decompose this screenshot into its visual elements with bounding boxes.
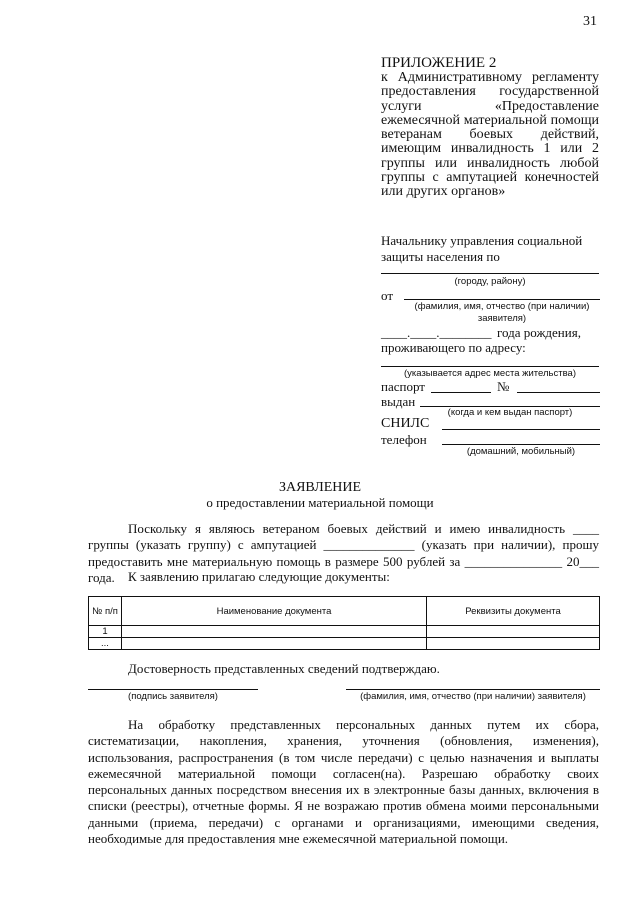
table-cell [122,638,427,650]
phone-caption: (домашний, мобильный) [466,446,576,457]
name-caption-2: заявителя) [477,313,527,324]
statement-subtitle: о предоставлении материальной помощи [206,495,434,510]
name-line [404,299,600,300]
snils-line [442,429,600,430]
table-cell [427,626,600,638]
signature-line [88,689,258,690]
table-cell: ... [89,638,122,650]
city-line [381,273,599,274]
address-line [381,366,599,367]
passport-number-label: № [497,379,510,394]
snils-label: СНИЛС [381,416,430,431]
issued-caption: (когда и кем выдан паспорт) [447,407,573,418]
table-cell [427,638,600,650]
table-cell: 1 [89,626,122,638]
signature-caption: (подпись заявителя) [128,691,218,702]
city-caption: (городу, району) [454,276,526,287]
attachments-intro: К заявлению прилагаю следующие документы: [128,569,390,584]
table-row [89,638,600,650]
addressee-line1: Начальнику управления социальной [381,233,583,248]
name-caption: (фамилия, имя, отчество (при наличии) [414,301,590,312]
from-label: от [381,288,394,303]
birth-label: года рождения, [497,325,581,340]
consent-paragraph: На обработку представленных персональных данных путем их сбора, систематизации, накопления, хранения, уточнения (обновления, изменения), использования, распространения (в том числе передачи) с целью назначения и выплаты ежемесячной материальной помощи согласен(на). Разрешаю обработку своих персональных данных посредством внесения их в электронные базы данных, включения в списки (реестры), отчетные формы. Я не возражаю против обмена моими персональными данными (приема, передачи) с органами и организациями, имеющими сведения, необходимые для предоставления мне ежемесячной материальной помощи. [88,717,599,847]
phone-line [442,444,600,445]
fullname-line [346,689,600,690]
residing-label: проживающего по адресу: [381,340,526,355]
passport-series-line [431,392,491,393]
statement-title: ЗАЯВЛЕНИЕ [278,480,362,495]
documents-table [88,596,600,650]
col-header-number: № п/п [89,597,122,626]
appendix-title: ПРИЛОЖЕНИЕ 2 [381,55,497,71]
fullname-caption: (фамилия, имя, отчество (при наличии) заявителя) [360,691,586,702]
table-cell [122,626,427,638]
page-number: 31 [583,14,597,29]
issued-label: выдан [381,394,416,409]
birth-blank: ____.____.________ [381,325,492,340]
appendix-body: к Административному регламенту предоставления государственной услуги «Предоставление ежемесячной материальной помощи ветеранам боевых действий, имеющим инвалидность 1 или 2 группы или инвалидность любой группы с ампутацией конечностей или других органов» [381,70,599,200]
statement-paragraph: Поскольку я являюсь ветераном боевых действий и имею инвалидность ____ группы (указать группу) с ампутацией ______________ (указать при наличии), прошу предоставить мне материальную помощь в размере 500 рублей за _______________ 20___ года. [88,521,599,585]
passport-label: паспорт [381,379,425,394]
col-header-details: Реквизиты документа [427,597,600,626]
phone-label: телефон [381,432,427,447]
col-header-name: Наименование документа [122,597,427,626]
confirmation-text: Достоверность представленных сведений подтверждаю. [128,661,440,676]
addressee-line2: защиты населения по [381,249,500,264]
address-caption: (указывается адрес места жительства) [404,368,576,379]
table-row [89,626,600,638]
passport-number-line [517,392,600,393]
table-header-row [89,597,600,626]
